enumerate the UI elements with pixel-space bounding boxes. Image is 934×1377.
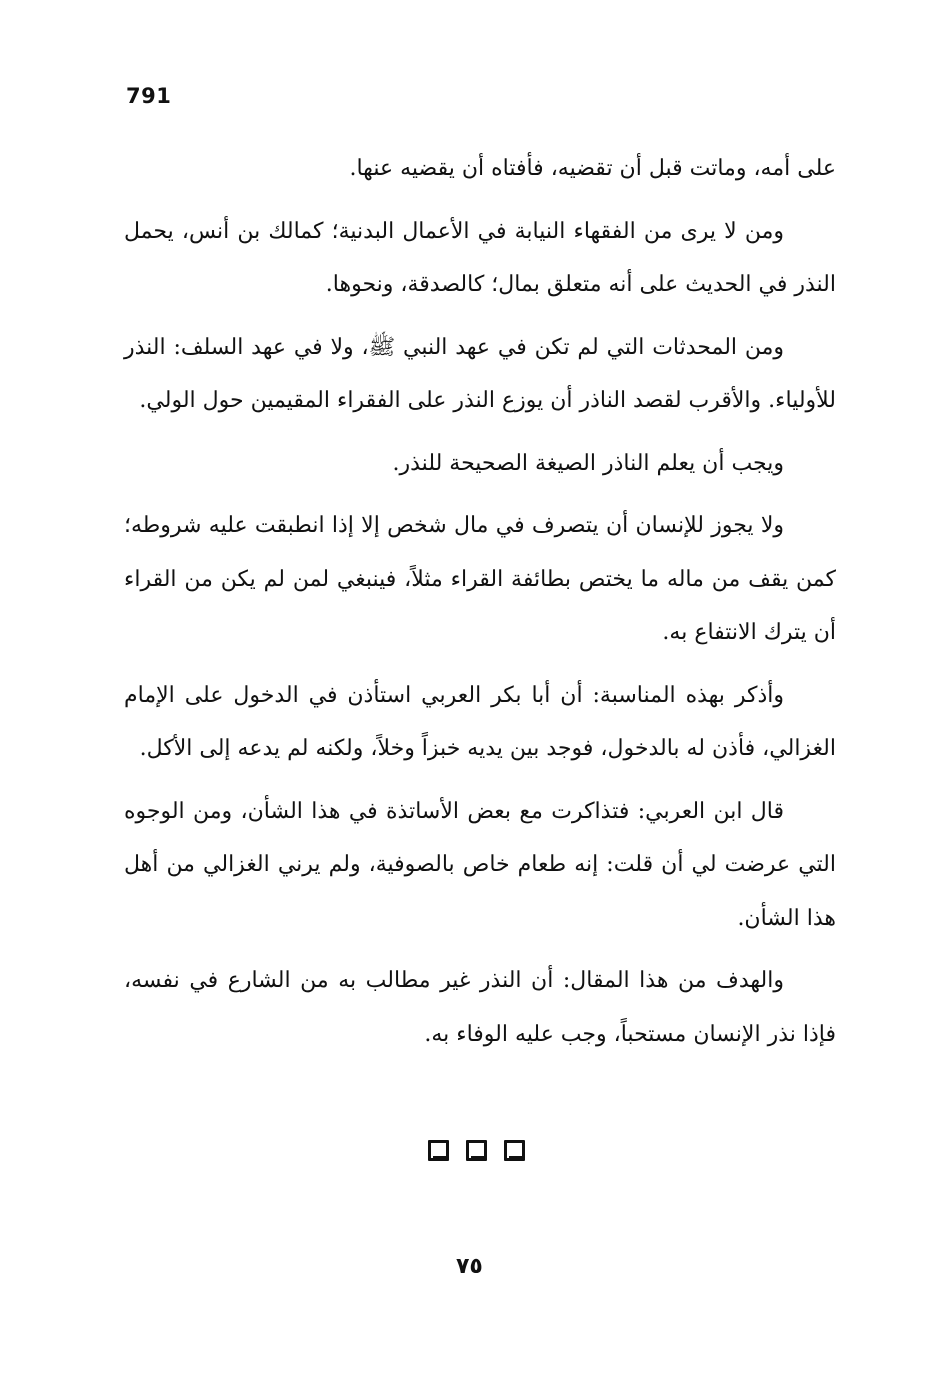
ornament-box-icon	[504, 1140, 525, 1161]
body-text	[124, 142, 836, 1070]
top-page-number: 791	[126, 84, 172, 108]
paragraph-6: وأذكر بهذه المناسبة: أن أبا بكر العربي استأذن في الدخول على الإمام الغزالي، فأذن له بالدخول، فوجد بين يديه خبزاً وخلاً، ولكنه لم يدعه إلى الأكل.	[124, 682, 836, 761]
paragraph-7: قال ابن العربي: فتذاكرت مع بعض الأساتذة في هذا الشأن، ومن الوجوه التي عرضت لي أن قلت: إنه طعام خاص بالصوفية، ولم يرني الغزالي من أهل هذا الشأن.	[124, 798, 836, 931]
paragraph-3: ومن المحدثات التي لم تكن في عهد النبي ﷺ، ولا في عهد السلف: النذر للأولياء. والأقرب لقصد الناذر أن يوزع النذر على الفقراء المقيمين حول الولي.	[124, 334, 836, 413]
paragraph-5: ولا يجوز للإنسان أن يتصرف في مال شخص إلا إذا انطبقت عليه شروطه؛ كمن يقف من ماله ما يختص بطائفة القراء مثلاً، فينبغي لمن لم يكن من القراء أن يترك الانتفاع به.	[124, 513, 836, 645]
paragraph-2: ومن لا يرى من الفقهاء النيابة في الأعمال البدنية؛ كمالك بن أنس، يحمل النذر في الحديث على أنه متعلق بمال؛ كالصدقة، ونحوها.	[124, 218, 836, 297]
ornament-box-icon	[428, 1140, 449, 1161]
paragraph-4: ويجب أن يعلم الناذر الصيغة الصحيحة للنذر.	[392, 450, 784, 476]
page-number: ٧٥	[456, 1254, 483, 1279]
section-end-ornament-icon	[428, 1140, 525, 1161]
ornament-box-icon	[466, 1140, 487, 1161]
paragraph-1: على أمه، وماتت قبل أن تقضيه، فأفتاه أن يقضيه عنها.	[349, 156, 836, 181]
paragraph-8: والهدف من هذا المقال: أن النذر غير مطالب به من الشارع في نفسه، فإذا نذر الإنسان مستحباً، وجب عليه الوفاء به.	[124, 968, 836, 1047]
